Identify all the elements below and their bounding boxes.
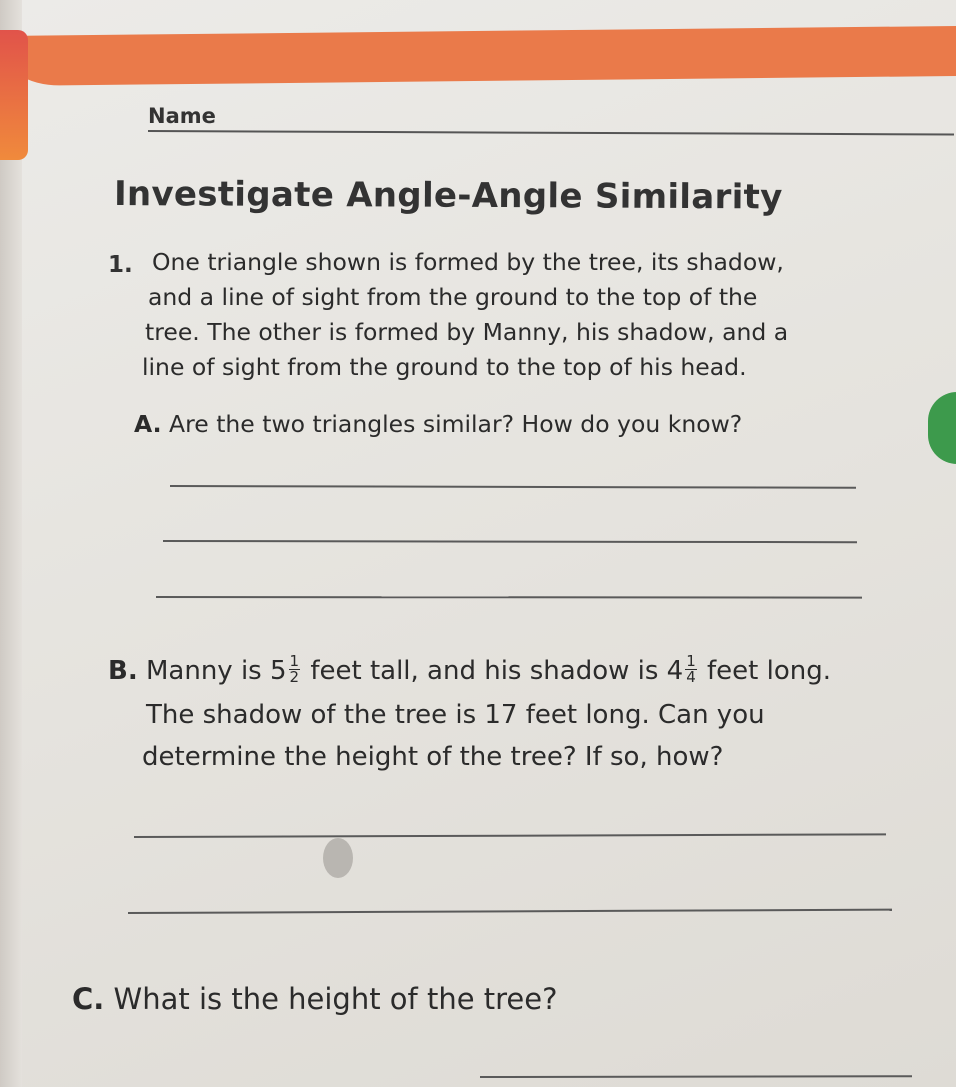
part-b-label: B. [108,656,138,686]
question-number: 1. [108,252,133,278]
part-b-text-b: feet tall, and his shadow is 4 [302,656,684,686]
question-line-3: tree. The other is formed by Manny, his shadow, and a [145,318,789,346]
binding-edge [0,0,22,1087]
part-c-text: What is the height of the tree? [113,982,558,1016]
fraction-one-quarter [685,654,697,685]
part-a-text: Are the two triangles similar? How do you know? [169,410,743,438]
orange-header-band [0,26,956,86]
page-title: Investigate Angle-Angle Similarity [113,174,783,218]
green-side-tab [928,392,956,464]
question-line-4: line of sight from the ground to the top of his head. [142,353,747,381]
part-c-label: C. [72,982,105,1016]
part-a-question [134,410,742,438]
fraction-one-half [289,654,301,685]
name-label: Name [148,104,216,128]
part-c-answer-line[interactable] [480,1075,912,1078]
fraction-2-numerator: 1 [686,652,696,670]
part-a-answer-line-3[interactable] [156,596,862,599]
part-a-answer-line-2[interactable] [163,540,857,543]
fraction-2-denominator: 4 [686,668,696,686]
part-b-text-c: feet long. [698,656,832,686]
part-a-answer-line-1[interactable] [170,485,856,489]
part-a-label: A. [134,410,162,438]
fraction-1-denominator: 2 [289,668,300,686]
question-line-1: One triangle shown is formed by the tree, its shadow, [152,248,784,276]
part-b-answer-line-1[interactable] [134,833,886,838]
fraction-1-numerator: 1 [289,652,300,670]
orange-side-tab [0,30,28,160]
part-b-answer-line-2[interactable] [128,909,892,914]
name-write-line[interactable] [148,130,954,136]
question-line-2: and a line of sight from the ground to the top of the [148,283,758,311]
part-b-line-1 [108,652,832,687]
part-b-line-3: determine the height of the tree? If so, how? [142,742,724,772]
part-b-line-2: The shadow of the tree is 17 feet long. Can you [146,700,765,730]
part-c-question [72,982,558,1016]
binder-hole [323,838,353,878]
part-b-text-a: Manny is 5 [145,656,287,686]
